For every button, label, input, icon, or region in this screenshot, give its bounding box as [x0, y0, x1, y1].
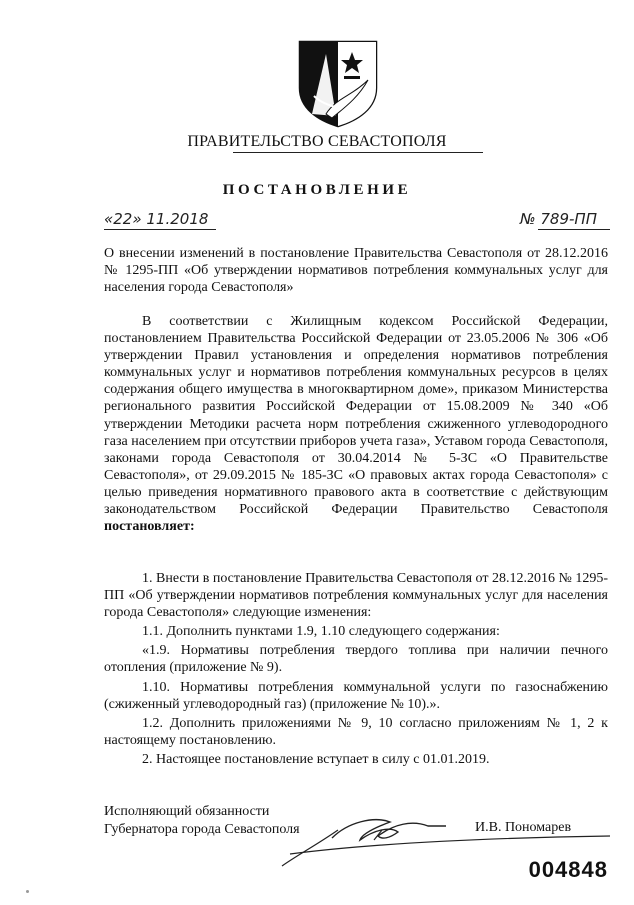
preamble-paragraph [104, 313, 608, 535]
sevastopol-coat-of-arms-icon [292, 36, 384, 128]
organization-name: ПРАВИТЕЛЬСТВО СЕВАСТОПОЛЯ [187, 133, 447, 150]
point-2: 2. Настоящее постановление вступает в силу с 01.01.2019. [142, 751, 490, 767]
organization-underline [233, 152, 483, 153]
number-underline [538, 229, 610, 230]
signatory-position-line2: Губернатора города Севастополя [104, 821, 300, 837]
scan-mark [26, 890, 29, 893]
point-1: 1. Внести в постановление Правительства Севастополя от 28.12.2016 № 1295-ПП «Об утверждении нормативов потребления коммунальных услуг для населения города Севастополя» следующие изменения: [104, 571, 608, 621]
point-1-1: 1.1. Дополнить пунктами 1.9, 1.10 следующего содержания: [142, 624, 500, 640]
signatory-name: И.В. Пономарев [475, 820, 572, 835]
decision-word: постановляет [104, 519, 190, 535]
decision-colon: : [189, 519, 195, 535]
document-date: «22» 11.2018 [104, 210, 209, 228]
stamp-number: 004848 [528, 857, 608, 882]
point-1-9: «1.9. Нормативы потребления твердого топлива при наличии печного отопления (приложение № 9). [104, 643, 608, 676]
document-title [104, 245, 608, 296]
point-1-2: 1.2. Дополнить приложениями № 9, 10 согласно приложениям № 1, 2 к настоящему постановлению. [104, 715, 608, 748]
document-number: № 789-ПП [520, 210, 597, 228]
document-type: ПОСТАНОВЛЕНИЕ [222, 182, 412, 198]
date-underline [104, 229, 216, 230]
point-1-10: 1.10. Нормативы потребления коммунальной услуги по газоснабжению (сжиженный углеводородный газ) (приложение № 10).». [104, 679, 608, 712]
signatory-position [104, 803, 300, 838]
document-title-text: О внесении изменений в постановление Правительства Севастополя от 28.12.2016 № 1295-ПП «Об утверждении нормативов потребления коммунальных услуг для населения города Севастополя» [104, 246, 608, 296]
preamble [104, 313, 608, 535]
preamble-text: В соответствии с Жилищным кодексом Российской Федерации, постановлением Правительства Российской Федерации от 23.05.2006 № 306 «Об утверждении Правил установления и определения нормативов потребления коммунальных услуг и нормативов потребления коммунальных ресурсов в целях содержания общего имущества в многоквартирном доме», приказом Министерства регионального развития Российской Федерации от 15.08.2009 № 340 «Об утверждении Методики расчета норм потребления сжиженного углеводородного газа населением при отсутствии приборов учета газа», Уставом города Севастополя, законами города Севастополя от 30.04.2014 № 5-ЗС «О Правительстве Севастополя», от 29.09.2015 № 185-ЗС «О правовых актах города Севастополя» с целью приведения нормативного правового акта в соответствие с действующим законодательством Российской Федерации Правительство Севастополя [104, 314, 608, 518]
signatory-position-line1: Исполняющий обязанности [104, 804, 270, 819]
points-list [104, 570, 608, 768]
